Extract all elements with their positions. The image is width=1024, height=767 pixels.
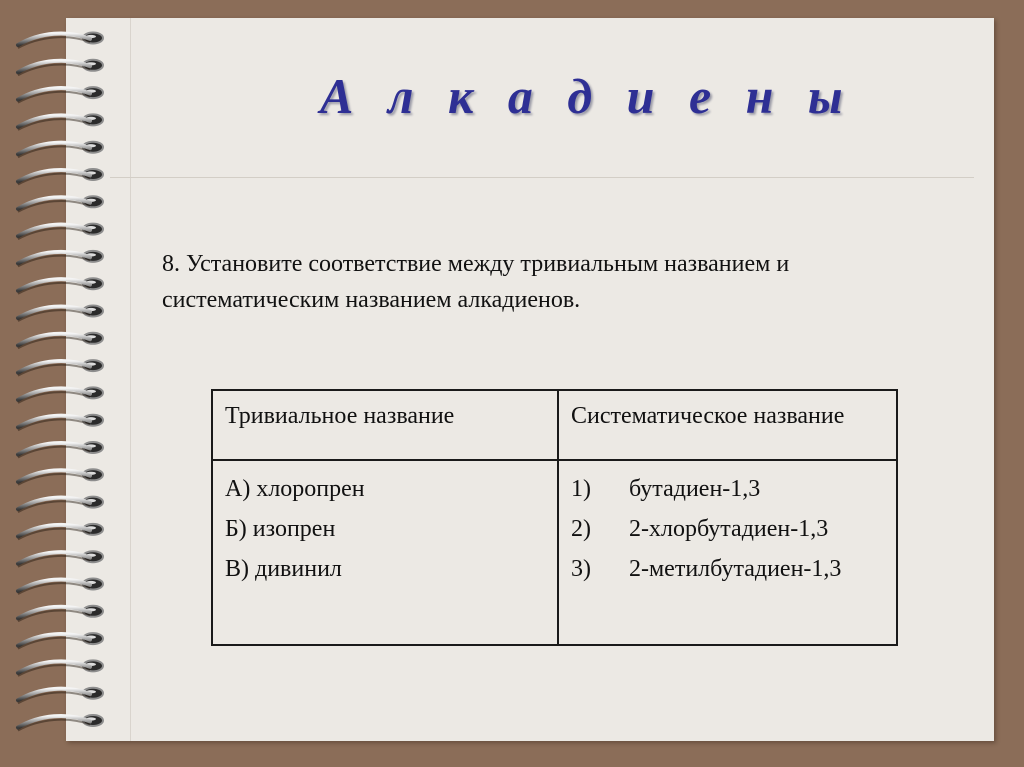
systematic-names-cell bbox=[558, 460, 897, 645]
binding-ring bbox=[18, 60, 103, 76]
binding-ring bbox=[18, 524, 103, 540]
title-divider bbox=[110, 177, 974, 178]
binding-ring bbox=[18, 196, 103, 212]
question-text: 8. Установите соответствие между тривиальным названием и систематическим названием алкадиенов. bbox=[162, 251, 790, 313]
systematic-option-1 bbox=[571, 469, 884, 509]
systematic-option-2 bbox=[571, 509, 884, 549]
option-name: бутадиен-1,3 bbox=[629, 476, 761, 502]
binding-ring bbox=[18, 33, 103, 49]
binding-ring bbox=[18, 278, 103, 294]
trivial-name-c: В) дивинил bbox=[225, 556, 342, 582]
binding-ring bbox=[18, 497, 103, 512]
option-number: 1) bbox=[571, 476, 591, 502]
table-header-row bbox=[212, 390, 897, 460]
binding-ring bbox=[18, 333, 103, 349]
binding-ring bbox=[18, 251, 103, 267]
option-number: 3) bbox=[571, 556, 591, 582]
binding-ring bbox=[18, 360, 103, 376]
binding-ring bbox=[18, 469, 103, 485]
binding-ring bbox=[18, 114, 103, 129]
option-name: 2-хлорбутадиен-1,3 bbox=[629, 516, 829, 542]
header-trivial: Тривиальное название bbox=[212, 390, 558, 460]
slide-title: А л к а д и е н ы bbox=[320, 68, 854, 124]
binding-ring bbox=[18, 224, 103, 240]
binding-ring bbox=[18, 715, 103, 731]
binding-ring bbox=[18, 606, 103, 622]
binding-ring bbox=[18, 579, 103, 595]
binding-ring bbox=[18, 169, 103, 185]
binding-ring bbox=[18, 387, 103, 403]
binding-ring bbox=[18, 87, 103, 103]
binding-ring bbox=[18, 633, 103, 649]
binding-ring bbox=[18, 442, 103, 458]
trivial-name-b: Б) изопрен bbox=[225, 516, 336, 542]
binding-ring bbox=[18, 142, 103, 158]
binding-ring bbox=[18, 306, 103, 322]
header-systematic: Систематическое название bbox=[558, 390, 897, 460]
trivial-names-cell bbox=[212, 460, 558, 645]
option-name: 2-метилбутадиен-1,3 bbox=[629, 556, 842, 582]
binding-ring bbox=[18, 688, 103, 704]
option-number: 2) bbox=[571, 516, 591, 542]
table-body-row bbox=[212, 460, 897, 645]
matching-table bbox=[211, 389, 898, 646]
spiral-binding-icon bbox=[0, 0, 140, 767]
binding-ring bbox=[18, 551, 103, 567]
binding-ring bbox=[18, 415, 103, 431]
binding-ring bbox=[18, 660, 103, 676]
systematic-option-3 bbox=[571, 549, 884, 589]
trivial-name-a: А) хлоропрен bbox=[225, 476, 365, 502]
